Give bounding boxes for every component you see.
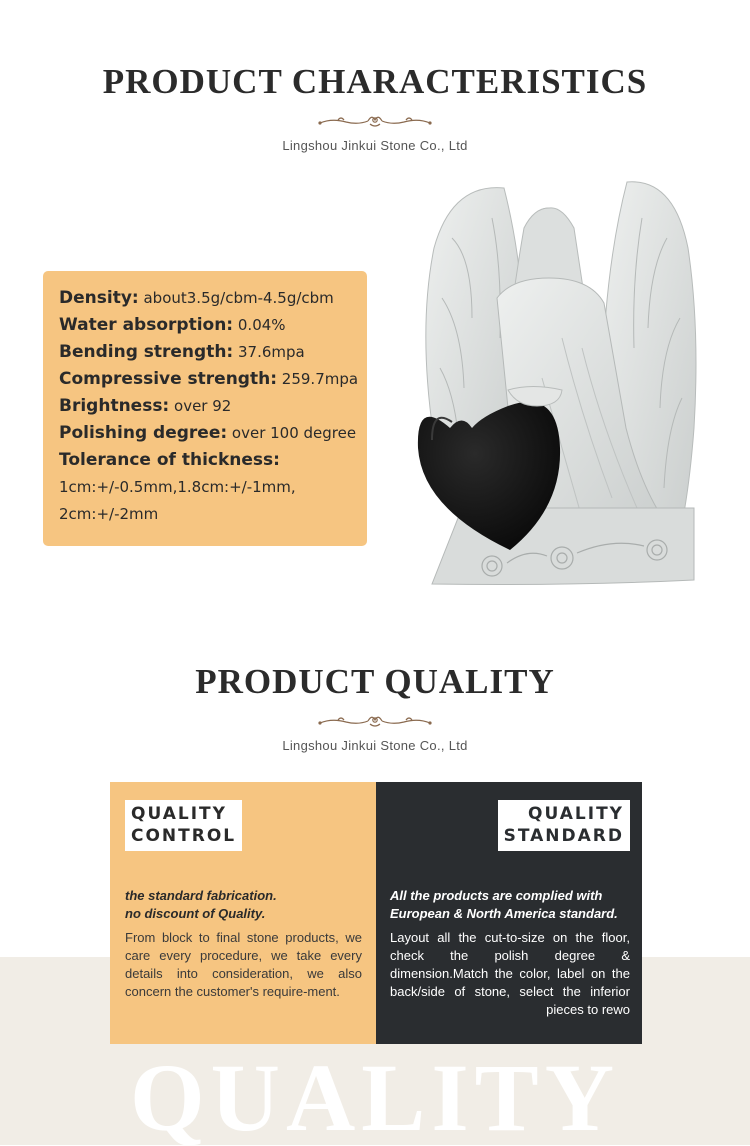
quality-control-body: From block to final stone products, we care every procedure, we take every details into consideration, we also concern the customer's require-ment. [125, 930, 362, 999]
quality-standard-panel [376, 782, 642, 1044]
quality-standard-tag: QUALITY STANDARD [498, 800, 630, 851]
spec-brightness: Brightness: over 92 [59, 396, 232, 416]
characteristics-title: PRODUCT CHARACTERISTICS [102, 62, 648, 101]
quality-control-panel [110, 782, 376, 1044]
spec-compressive-strength: Compressive strength: 259.7mpa [59, 369, 359, 389]
quality-standard-subtitle: All the products are complied with European & North America standard. [390, 888, 618, 921]
company-name: Lingshou Jinkui Stone Co., Ltd [282, 138, 468, 153]
spec-polishing-degree: Polishing degree: over 100 degree [59, 423, 357, 443]
quality-standard-body: Layout all the cut-to-size on the floor, check the polish degree & dimension.Match the color, label on the back/side of stone, select the inferior pieces to rewo [390, 930, 630, 1017]
quality-control-tag: QUALITY CONTROL [125, 800, 242, 851]
spec-tolerance-line-1: 1cm:+/-0.5mm,1.8cm:+/-1mm, [59, 478, 296, 496]
spec-tolerance-of-thickness: Tolerance of thickness: [59, 450, 280, 470]
spec-water-absorption: Water absorption: 0.04% [59, 315, 286, 335]
spec-density: Density: about3.5g/cbm-4.5g/cbm [59, 288, 334, 308]
flourish-ornament-icon [318, 112, 432, 128]
specifications-card [43, 271, 367, 546]
quality-control-subtitle: the standard fabrication. no discount of Quality. [125, 888, 277, 921]
flourish-ornament-icon [318, 712, 432, 728]
spec-bending-strength: Bending strength: 37.6mpa [59, 342, 305, 362]
quality-watermark: QUALITY [129, 1050, 621, 1146]
company-name: Lingshou Jinkui Stone Co., Ltd [282, 738, 468, 753]
quality-title: PRODUCT QUALITY [195, 662, 555, 701]
spec-tolerance-line-2: 2cm:+/-2mm [59, 505, 159, 523]
angel-heart-headstone-image [412, 178, 702, 590]
